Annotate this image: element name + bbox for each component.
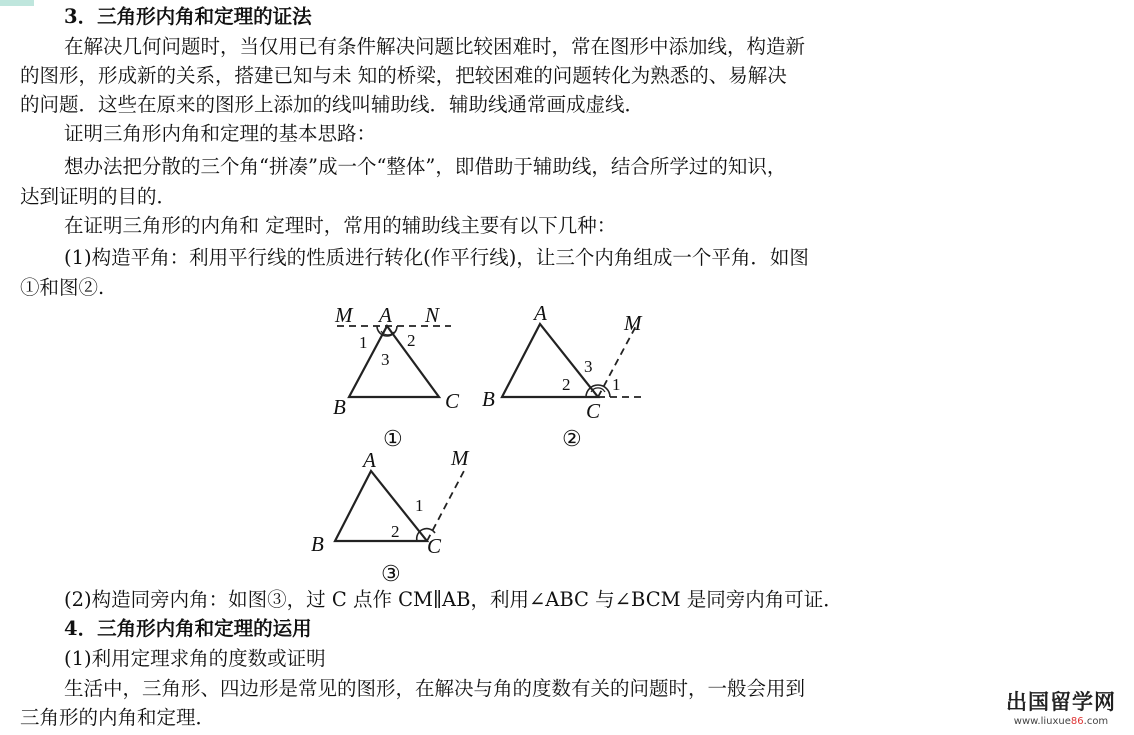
paragraph-line: (1)利用定理求角的度数或证明 [64,647,326,670]
label-C: C [445,389,460,413]
figure-caption: ① [383,426,403,451]
paragraph-line: 想办法把分散的三个角“拼凑”成一个“整体”，即借助于辅助线，结合所学过的知识， [64,155,787,178]
angle-3: 3 [584,357,593,376]
figure-1 [325,300,485,460]
watermark [1006,686,1116,727]
label-C: C [427,534,442,558]
label-A: A [363,448,376,472]
triangle-ABC [335,471,427,541]
watermark-url [1006,716,1116,727]
paragraph-line: ①和图②. [20,276,105,299]
angle-1: 1 [612,375,621,394]
label-C: C [586,399,601,423]
section-heading-4: 4．三角形内角和定理的运用 [64,617,312,640]
angle-2: 2 [407,331,416,350]
paragraph-line: 三角形的内角和定理． [20,706,216,729]
paragraph-line: 在解决几何问题时，当仅用已有条件解决问题比较困难时，常在图形中添加线，构造新 [64,35,806,58]
label-B: B [333,395,346,419]
watermark-title: 出国留学网 [1006,690,1116,714]
paragraph-line: 的问题．这些在原来的图形上添加的线叫辅助线．辅助线通常画成虚线． [20,93,645,116]
angle-1: 1 [359,333,368,352]
label-A: A [534,301,547,325]
paragraph-line: (2)构造同旁内角：如图③，过 C 点作 CM∥AB，利用∠ABC 与∠BCM 是同旁内角可证． [64,588,843,611]
label-M: M [624,311,642,335]
label-B: B [482,387,495,411]
angle-3: 3 [381,350,390,369]
label-B: B [311,532,324,556]
paragraph-line: 的图形，形成新的关系，搭建已知与未 知的桥梁，把较困难的问题转化为熟悉的、易解决 [20,64,787,87]
label-M: M [451,446,469,470]
label-M: M [335,303,353,327]
label-N: N [425,303,440,327]
paragraph-line: (1)构造平角：利用平行线的性质进行转化(作平行线)，让三个内角组成一个平角．如图 [64,246,809,269]
watermark-url-suffix: .com [1083,716,1109,727]
angle-2: 2 [562,375,571,394]
watermark-url-prefix: www.liuxue [1013,716,1071,727]
corner-decoration [0,0,34,6]
paragraph-line: 达到证明的目的． [20,185,177,208]
figure-caption: ③ [381,561,401,586]
label-A: A [379,303,392,327]
paragraph-line: 生活中，三角形、四边形是常见的图形，在解决与角的度数有关的问题时，一般会用到 [64,677,806,700]
figure-3 [305,445,485,590]
angle-1: 1 [415,496,424,515]
paragraph-line: 证明三角形内角和定理的基本思路： [64,122,377,145]
watermark-url-number: 86 [1070,716,1084,727]
angle-2: 2 [391,522,400,541]
figure-2 [478,300,668,460]
section-heading-3: 3．三角形内角和定理的证法 [64,5,312,28]
figure-caption: ② [562,426,582,451]
paragraph-line: 在证明三角形的内角和 定理时，常用的辅助线主要有以下几种： [64,214,617,237]
